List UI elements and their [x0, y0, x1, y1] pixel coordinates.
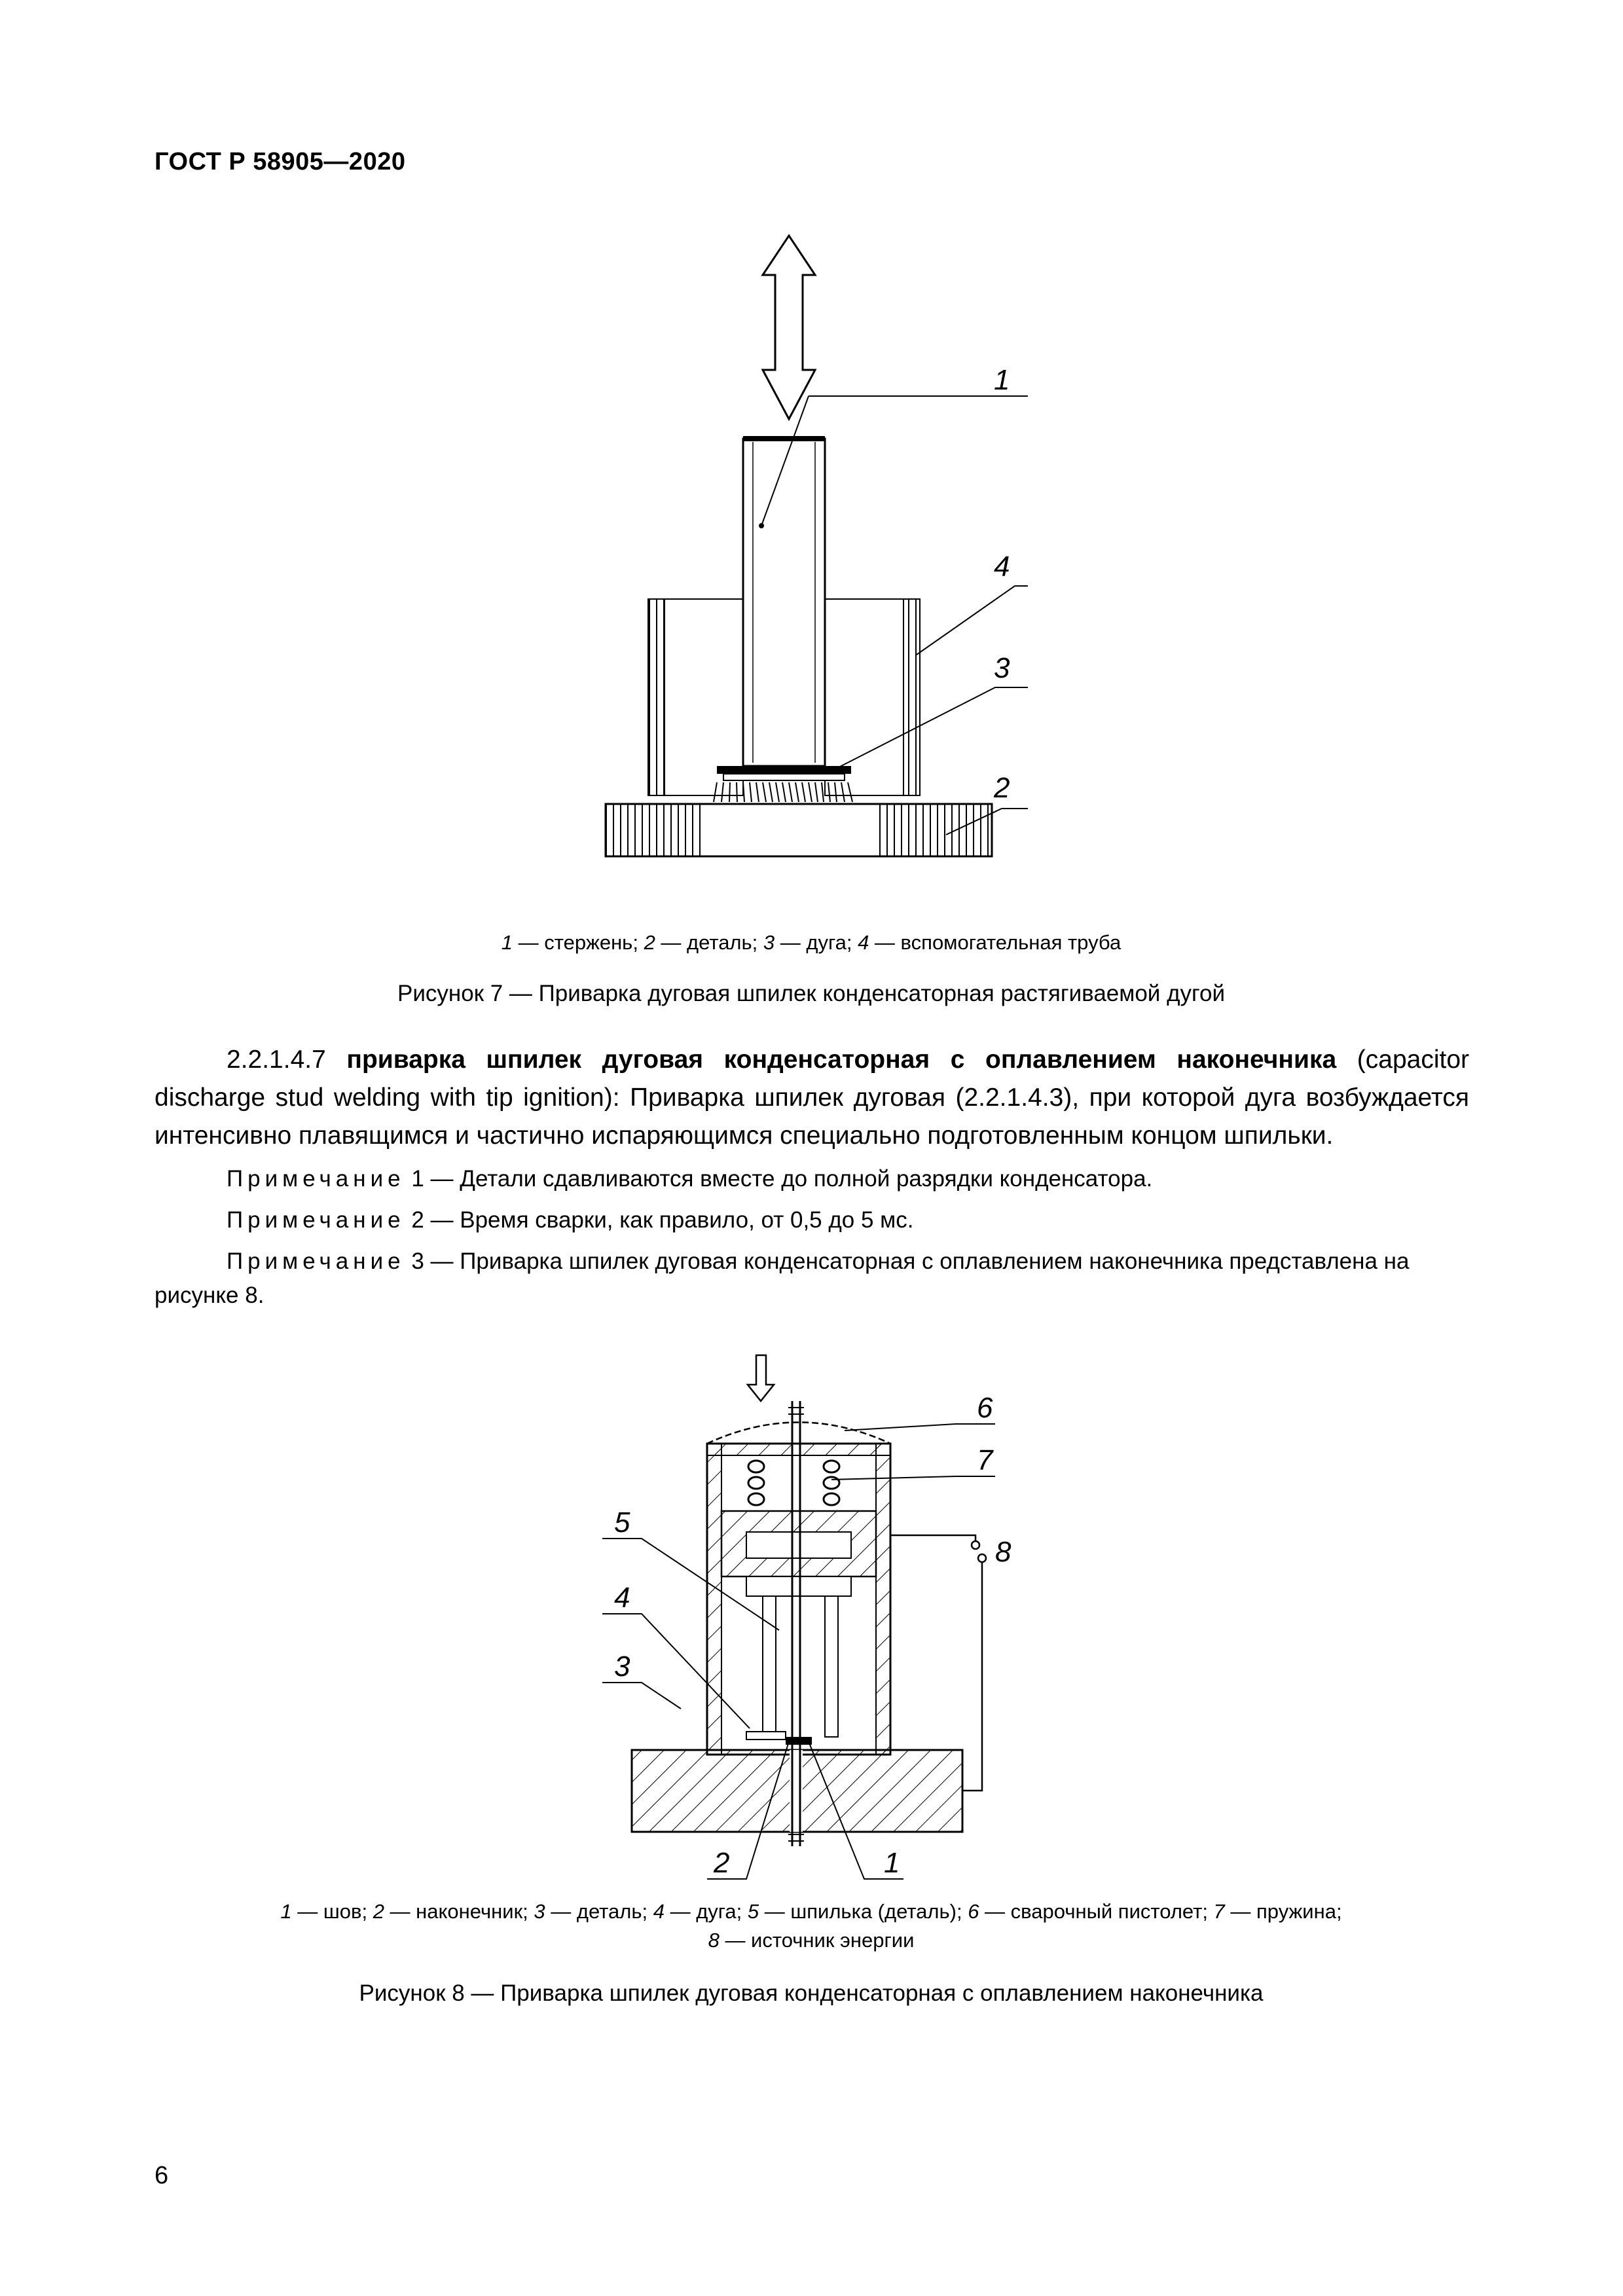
callout-3: 3: [994, 652, 1010, 684]
aux-tube-left: [648, 599, 665, 795]
callout-4: 4: [614, 1582, 630, 1614]
page-number: 6: [155, 2162, 169, 2189]
force-arrow: [748, 1355, 774, 1401]
arc: [714, 782, 852, 802]
note-3: Примечание 3 — Приварка шпилек дуговая конденсаторная с оплавлением наконечника представлена на рисунке 8.: [155, 1248, 1410, 1308]
note-1: Примечание 1 — Детали сдавливаются вместе до полной разрядки конденсатора.: [227, 1166, 1153, 1192]
callout-7: 7: [977, 1444, 993, 1476]
terminal-bottom: [978, 1554, 986, 1562]
clause-2-2-1-4-7: 2.2.1.4.7 приварка шпилек дуговая конденсаторная с оплавлением наконечника (capacitor discharge stud welding with tip ignition): Приварка шпилек дуговая (2.2.1.4.3), при которой дуга возбуждается интенсивно плавящимся и частично испаряющимся специально подготовленным концом шпильки.: [155, 1046, 1469, 1150]
callout-5: 5: [614, 1506, 630, 1539]
document-header: ГОСТ Р 58905—2020: [155, 148, 406, 175]
callout-2: 2: [994, 772, 1010, 804]
callout-1: 1: [994, 364, 1010, 396]
figure-8-caption: Рисунок 8 — Приварка шпилек дуговая конденсаторная с оплавлением наконечника: [359, 1980, 1264, 2006]
callout-1: 1: [884, 1847, 900, 1879]
movement-arrow: [763, 236, 815, 419]
figure-7-diagram: [576, 223, 1048, 903]
callout-3: 3: [614, 1650, 630, 1683]
figure-7-legend: 1 — стержень; 2 — деталь; 3 — дуга; 4 — вспомогательная труба: [501, 931, 1122, 954]
stud-rod: [743, 439, 825, 766]
aux-tube-right: [903, 599, 920, 795]
figure-8-legend: 1 — шов; 2 — наконечник; 3 — деталь; 4 — дуга; 5 — шпилька (деталь); 6 — сварочный пистолет; 7 — пружина; 8 — источник энергии: [280, 1900, 1342, 1952]
terminal-top: [972, 1541, 979, 1549]
figure-7-caption: Рисунок 7 — Приварка дуговая шпилек конденсаторная растягиваемой дугой: [397, 981, 1225, 1006]
note-2: Примечание 2 — Время сварки, как правило, от 0,5 до 5 мс.: [227, 1207, 914, 1233]
spring: [748, 1461, 839, 1505]
callout-8: 8: [995, 1536, 1012, 1568]
welding-gun-body: [707, 1444, 890, 1755]
figure-8-diagram: [589, 1336, 1061, 1886]
welding-gun-dome: [707, 1423, 890, 1444]
callout-6: 6: [977, 1392, 993, 1424]
callout-2: 2: [714, 1847, 730, 1879]
callout-4: 4: [994, 551, 1010, 583]
